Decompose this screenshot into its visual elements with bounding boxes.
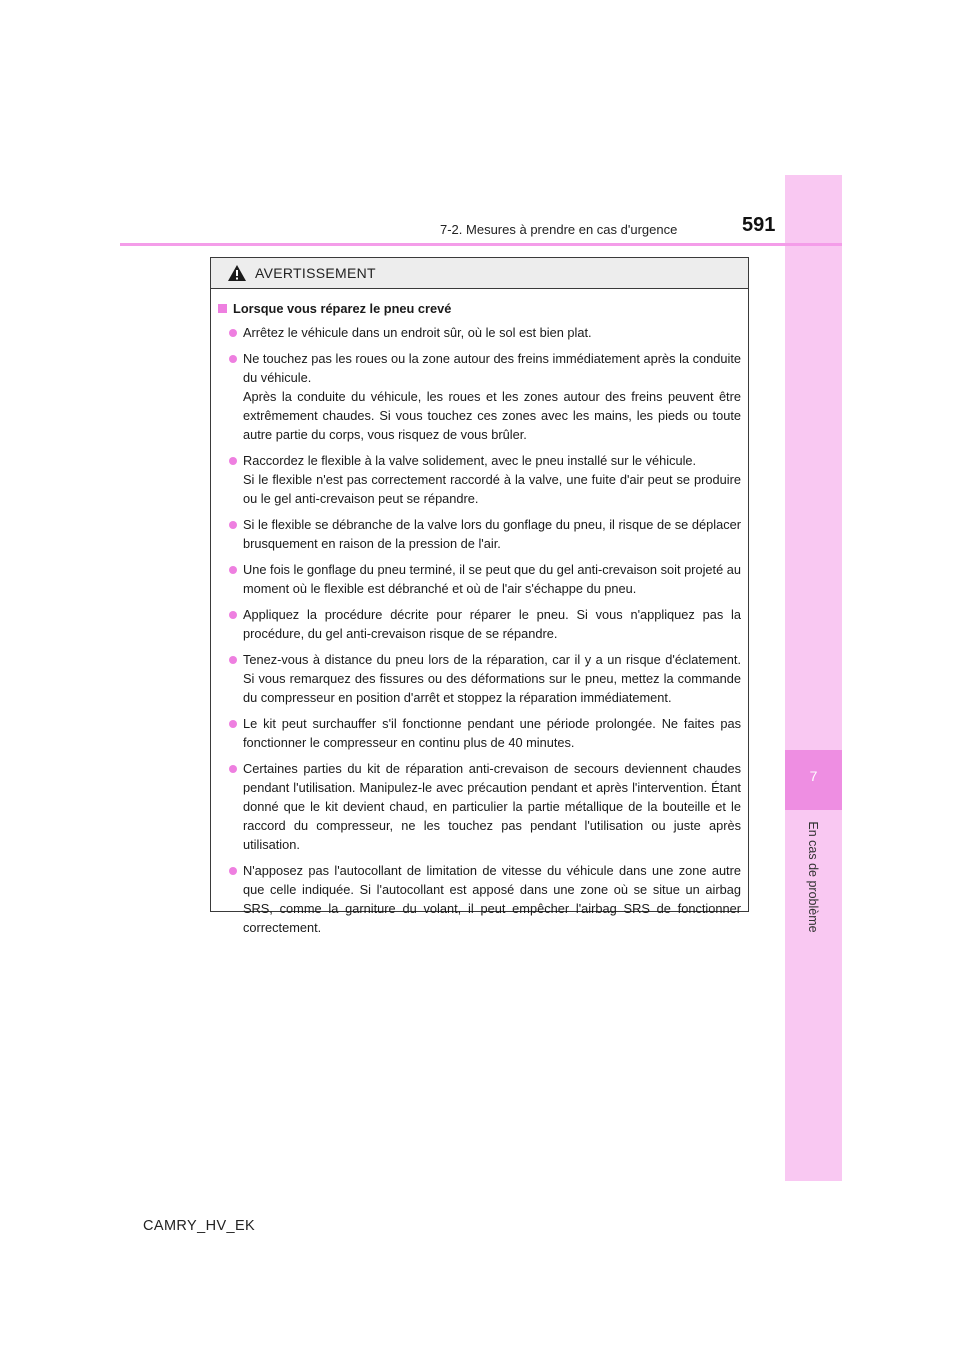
warning-list — [218, 323, 741, 937]
warning-list-item — [218, 451, 741, 508]
warning-list-item — [218, 515, 741, 553]
header-divider — [120, 243, 842, 246]
chapter-label: En cas de problème — [806, 821, 820, 933]
warning-list-item-text: Arrêtez le véhicule dans un endroit sûr, où le sol est bien plat. — [243, 325, 592, 340]
warning-list-item — [218, 605, 741, 643]
warning-list-item-text: Ne touchez pas les roues ou la zone autour des freins immédiatement après la conduite du véhicule. Après la conduite du véhicule, les roues et les zones autour des freins peuvent être extrêmement chaudes. Si vous touchez ces zones avec les mains, les pieds ou toute autre partie du corps, vous risquez de vous brûler. — [243, 351, 741, 442]
warning-list-item — [218, 650, 741, 707]
warning-list-item-text: Si le flexible se débranche de la valve lors du gonflage du pneu, il risque de se déplacer brusquement en raison de la pression de l'air. — [243, 517, 741, 551]
warning-body — [211, 289, 748, 937]
bullet-dot-icon — [229, 355, 237, 363]
warning-list-item-text: N'apposez pas l'autocollant de limitation de vitesse du véhicule dans une zone autre que celle indiquée. Si l'autocollant est apposé dans une zone où se situe un airbag SRS, comme la garniture du volant, il peut empêcher l'airbag SRS de fonctionner correctement. — [243, 863, 741, 935]
bullet-dot-icon — [229, 611, 237, 619]
bullet-dot-icon — [229, 720, 237, 728]
warning-title: AVERTISSEMENT — [255, 265, 376, 281]
warning-list-item-text: Tenez-vous à distance du pneu lors de la réparation, car il y a un risque d'éclatement. Si vous remarquez des fissures ou des déformations sur le pneu, mettez la commande du compresseur en position d'arrêt et stoppez la réparation immédiatement. — [243, 652, 741, 705]
page-number: 591 — [742, 214, 776, 236]
warning-list-item-text: Une fois le gonflage du pneu terminé, il se peut que du gel anti-crevaison soit projeté au moment où le flexible est débranché et où de l'air s'échappe du pneu. — [243, 562, 741, 596]
warning-list-item-text: Raccordez le flexible à la valve solidement, avec le pneu installé sur le véhicule. Si le flexible n'est pas correctement raccordé à la valve, une fuite d'air peut se produire ou le gel anti-crevaison peut se répandre. — [243, 453, 741, 506]
bullet-dot-icon — [229, 329, 237, 337]
warning-list-item — [218, 759, 741, 854]
bullet-dot-icon — [229, 765, 237, 773]
bullet-dot-icon — [229, 566, 237, 574]
document-code: CAMRY_HV_EK — [143, 1218, 256, 1234]
warning-list-item — [218, 349, 741, 444]
warning-triangle-icon — [227, 264, 247, 282]
warning-box — [210, 257, 749, 935]
warning-list-item-text: Certaines parties du kit de réparation anti-crevaison de secours deviennent chaudes pendant l'utilisation. Manipulez-le avec précaution pendant et après l'intervention. Étant donné que le kit devient chaud, en particulier la partie métallique de la bouteille et le raccord du compresseur, ne les touchez pas pendant l'utilisation ou juste après utilisation. — [243, 761, 741, 852]
bullet-dot-icon — [229, 867, 237, 875]
bullet-dot-icon — [229, 457, 237, 465]
warning-header — [211, 258, 748, 289]
warning-list-item — [218, 323, 741, 342]
chapter-number: 7 — [809, 768, 818, 784]
chapter-side-tab — [785, 175, 842, 1181]
bullet-dot-icon — [229, 521, 237, 529]
warning-section-title-text: Lorsque vous réparez le pneu crevé — [233, 301, 452, 316]
warning-section-title — [218, 301, 741, 316]
warning-list-item — [218, 714, 741, 752]
warning-list-item-text: Le kit peut surchauffer s'il fonctionne pendant une période prolongée. Ne faites pas fonctionner le compresseur en continu plus de 40 minutes. — [243, 716, 741, 750]
warning-list-item — [218, 861, 741, 937]
warning-list-item — [218, 560, 741, 598]
warning-list-item-text: Appliquez la procédure décrite pour réparer le pneu. Si vous n'appliquez pas la procédure, du gel anti-crevaison risque de se répandre. — [243, 607, 741, 641]
bullet-dot-icon — [229, 656, 237, 664]
section-heading: 7-2. Mesures à prendre en cas d'urgence — [440, 222, 678, 237]
square-bullet-icon — [218, 304, 227, 313]
